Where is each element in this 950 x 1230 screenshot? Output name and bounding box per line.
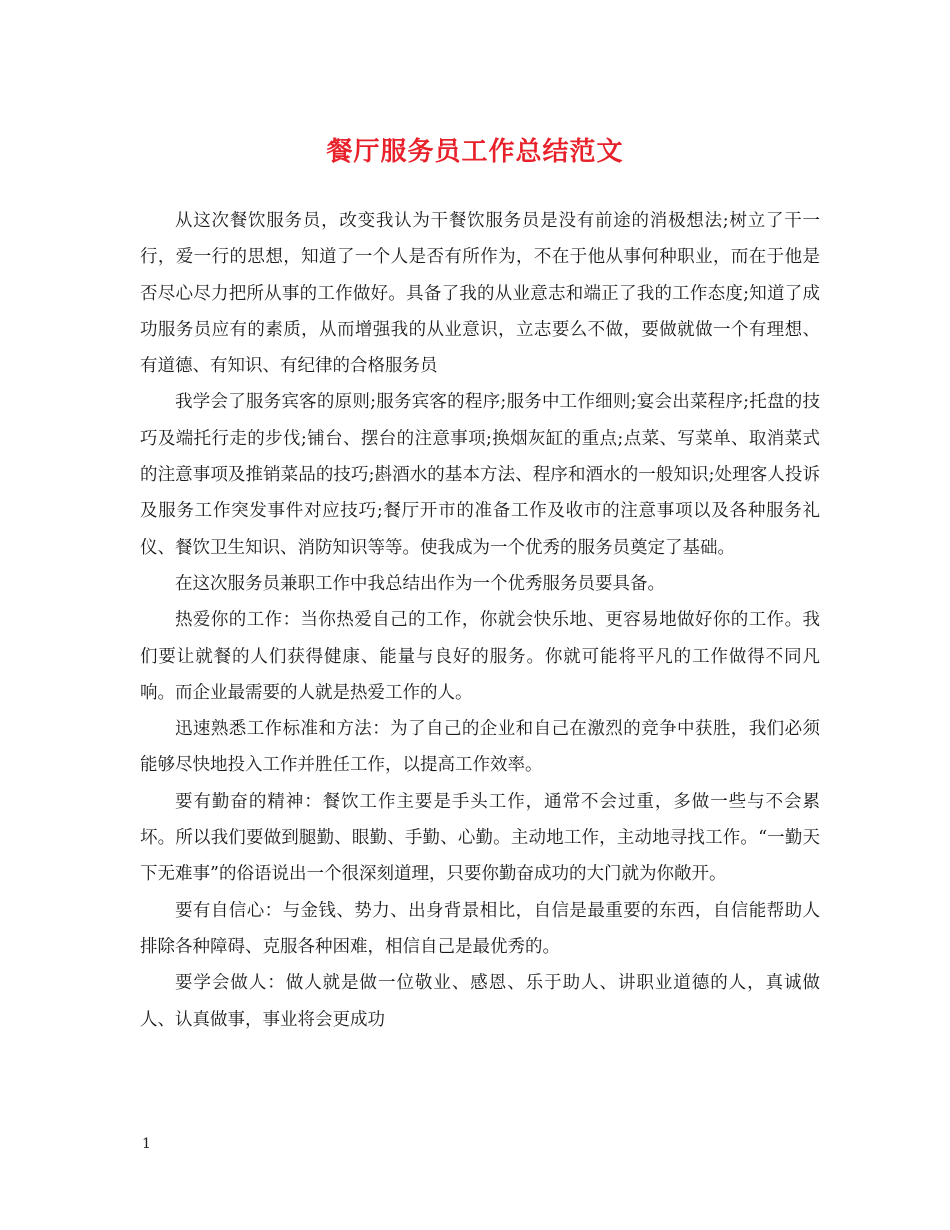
paragraph-5: 迅速熟悉工作标准和方法：为了自己的企业和自己在激烈的竞争中获胜，我们必须能够尽快地投入工作并胜任工作，以提高工作效率。 <box>140 719 820 776</box>
document-body <box>140 203 820 1038</box>
paragraph-4: 热爱你的工作：当你热爱自己的工作，你就会快乐地、更容易地做好你的工作。我们要让就餐的人们获得健康、能量与良好的服务。你就可能将平凡的工作做得不同凡响。而企业最需要的人就是热爱工作的人。 <box>140 610 820 703</box>
paragraph-6: 要有勤奋的精神：餐饮工作主要是手头工作，通常不会过重，多做一些与不会累坏。所以我们要做到腿勤、眼勤、手勤、心勤。主动地工作，主动地寻找工作。“一勤天下无难事”的俗语说出一个很深刻道理，只要你勤奋成功的大门就为你敞开。 <box>140 791 820 885</box>
paragraph-2: 我学会了服务宾客的原则;服务宾客的程序;服务中工作细则;宴会出菜程序;托盘的技巧及端托行走的步伐;铺台、摆台的注意事项;换烟灰缸的重点;点菜、写菜单、取消菜式的注意事项及推销菜品的技巧;斟酒水的基本方法、程序和酒水的一般知识;处理客人投诉及服务工作突发事件对应技巧;餐厅开市的准备工作及收市的注意事项以及各种服务礼仪、餐饮卫生知识、消防知识等等。使我成为一个优秀的服务员奠定了基础。 <box>140 392 820 558</box>
page-number: 1 <box>142 1136 151 1152</box>
paragraph-8: 要学会做人：做人就是做一位敬业、感恩、乐于助人、讲职业道德的人，真诚做人、认真做事，事业将会更成功 <box>140 973 820 1030</box>
paragraph-1: 从这次餐饮服务员，改变我认为干餐饮服务员是没有前途的消极想法;树立了干一行，爱一行的思想，知道了一个人是否有所作为，不在于他从事何种职业，而在于他是否尽心尽力把所从事的工作做好。具备了我的从业意志和端正了我的工作态度;知道了成功服务员应有的素质，从而增强我的从业意识，立志要么不做，要做就做一个有理想、有道德、有知识、有纪律的合格服务员 <box>140 211 820 377</box>
paragraph-7: 要有自信心：与金钱、势力、出身背景相比，自信是最重要的东西，自信能帮助人排除各种障碍、克服各种困难，相信自己是最优秀的。 <box>140 900 820 957</box>
paragraph-3: 在这次服务员兼职工作中我总结出作为一个优秀服务员要具备。 <box>175 573 665 594</box>
document-title: 餐厅服务员工作总结范文 <box>326 137 624 167</box>
